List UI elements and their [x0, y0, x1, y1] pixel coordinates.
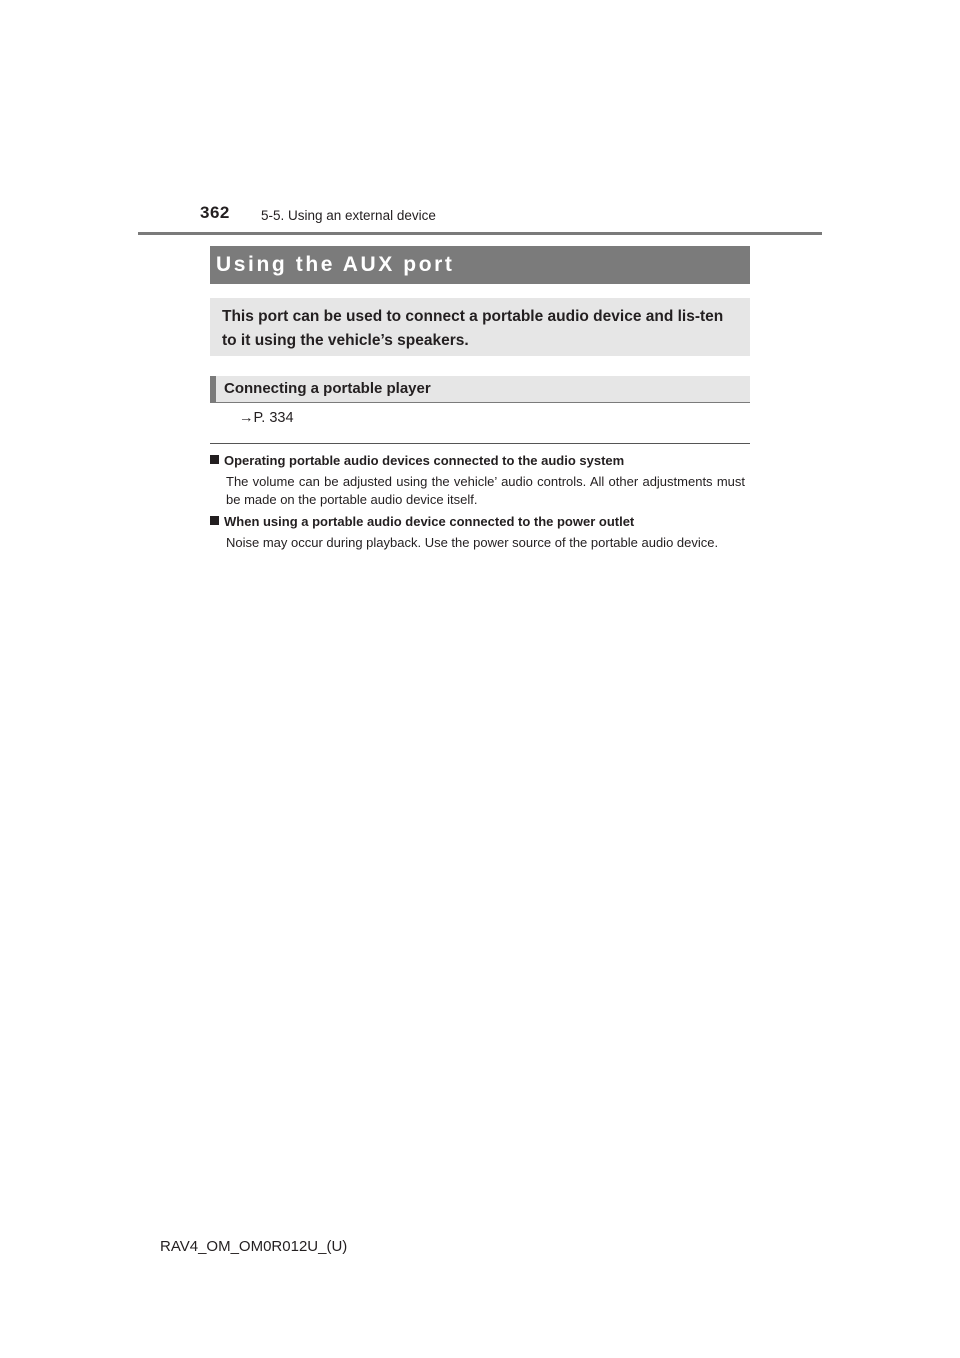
note-heading-text: When using a portable audio device connected to the power outlet	[224, 514, 635, 529]
footer-doc-code: RAV4_OM_OM0R012U_(U)	[160, 1238, 348, 1255]
note-heading-text: Operating portable audio devices connected to the audio system	[224, 453, 625, 468]
section-path: 5-5. Using an external device	[261, 208, 436, 223]
note-body: The volume can be adjusted using the vehicle’ audio controls. All other adjustments must be made on the portable audio device itself.	[226, 474, 745, 507]
intro-box: This port can be used to connect a portable audio device and lis-ten to it using the vehicle’s speakers.	[210, 298, 750, 356]
page-number: 362	[200, 203, 230, 222]
section-title: Using the AUX port	[216, 253, 455, 276]
header-rule	[138, 232, 822, 235]
note-body: Noise may occur during playback. Use the power source of the portable audio device.	[226, 535, 719, 550]
notes-divider	[210, 443, 750, 444]
subheading-connecting-player: Connecting a portable player	[210, 376, 750, 403]
note-heading	[210, 452, 745, 470]
section-title-bar	[210, 246, 750, 284]
square-bullet-icon	[210, 455, 219, 464]
note-heading	[210, 513, 745, 531]
page-reference-link[interactable]: →P. 334	[239, 410, 294, 426]
square-bullet-icon	[210, 516, 219, 525]
notes-section	[210, 452, 745, 556]
